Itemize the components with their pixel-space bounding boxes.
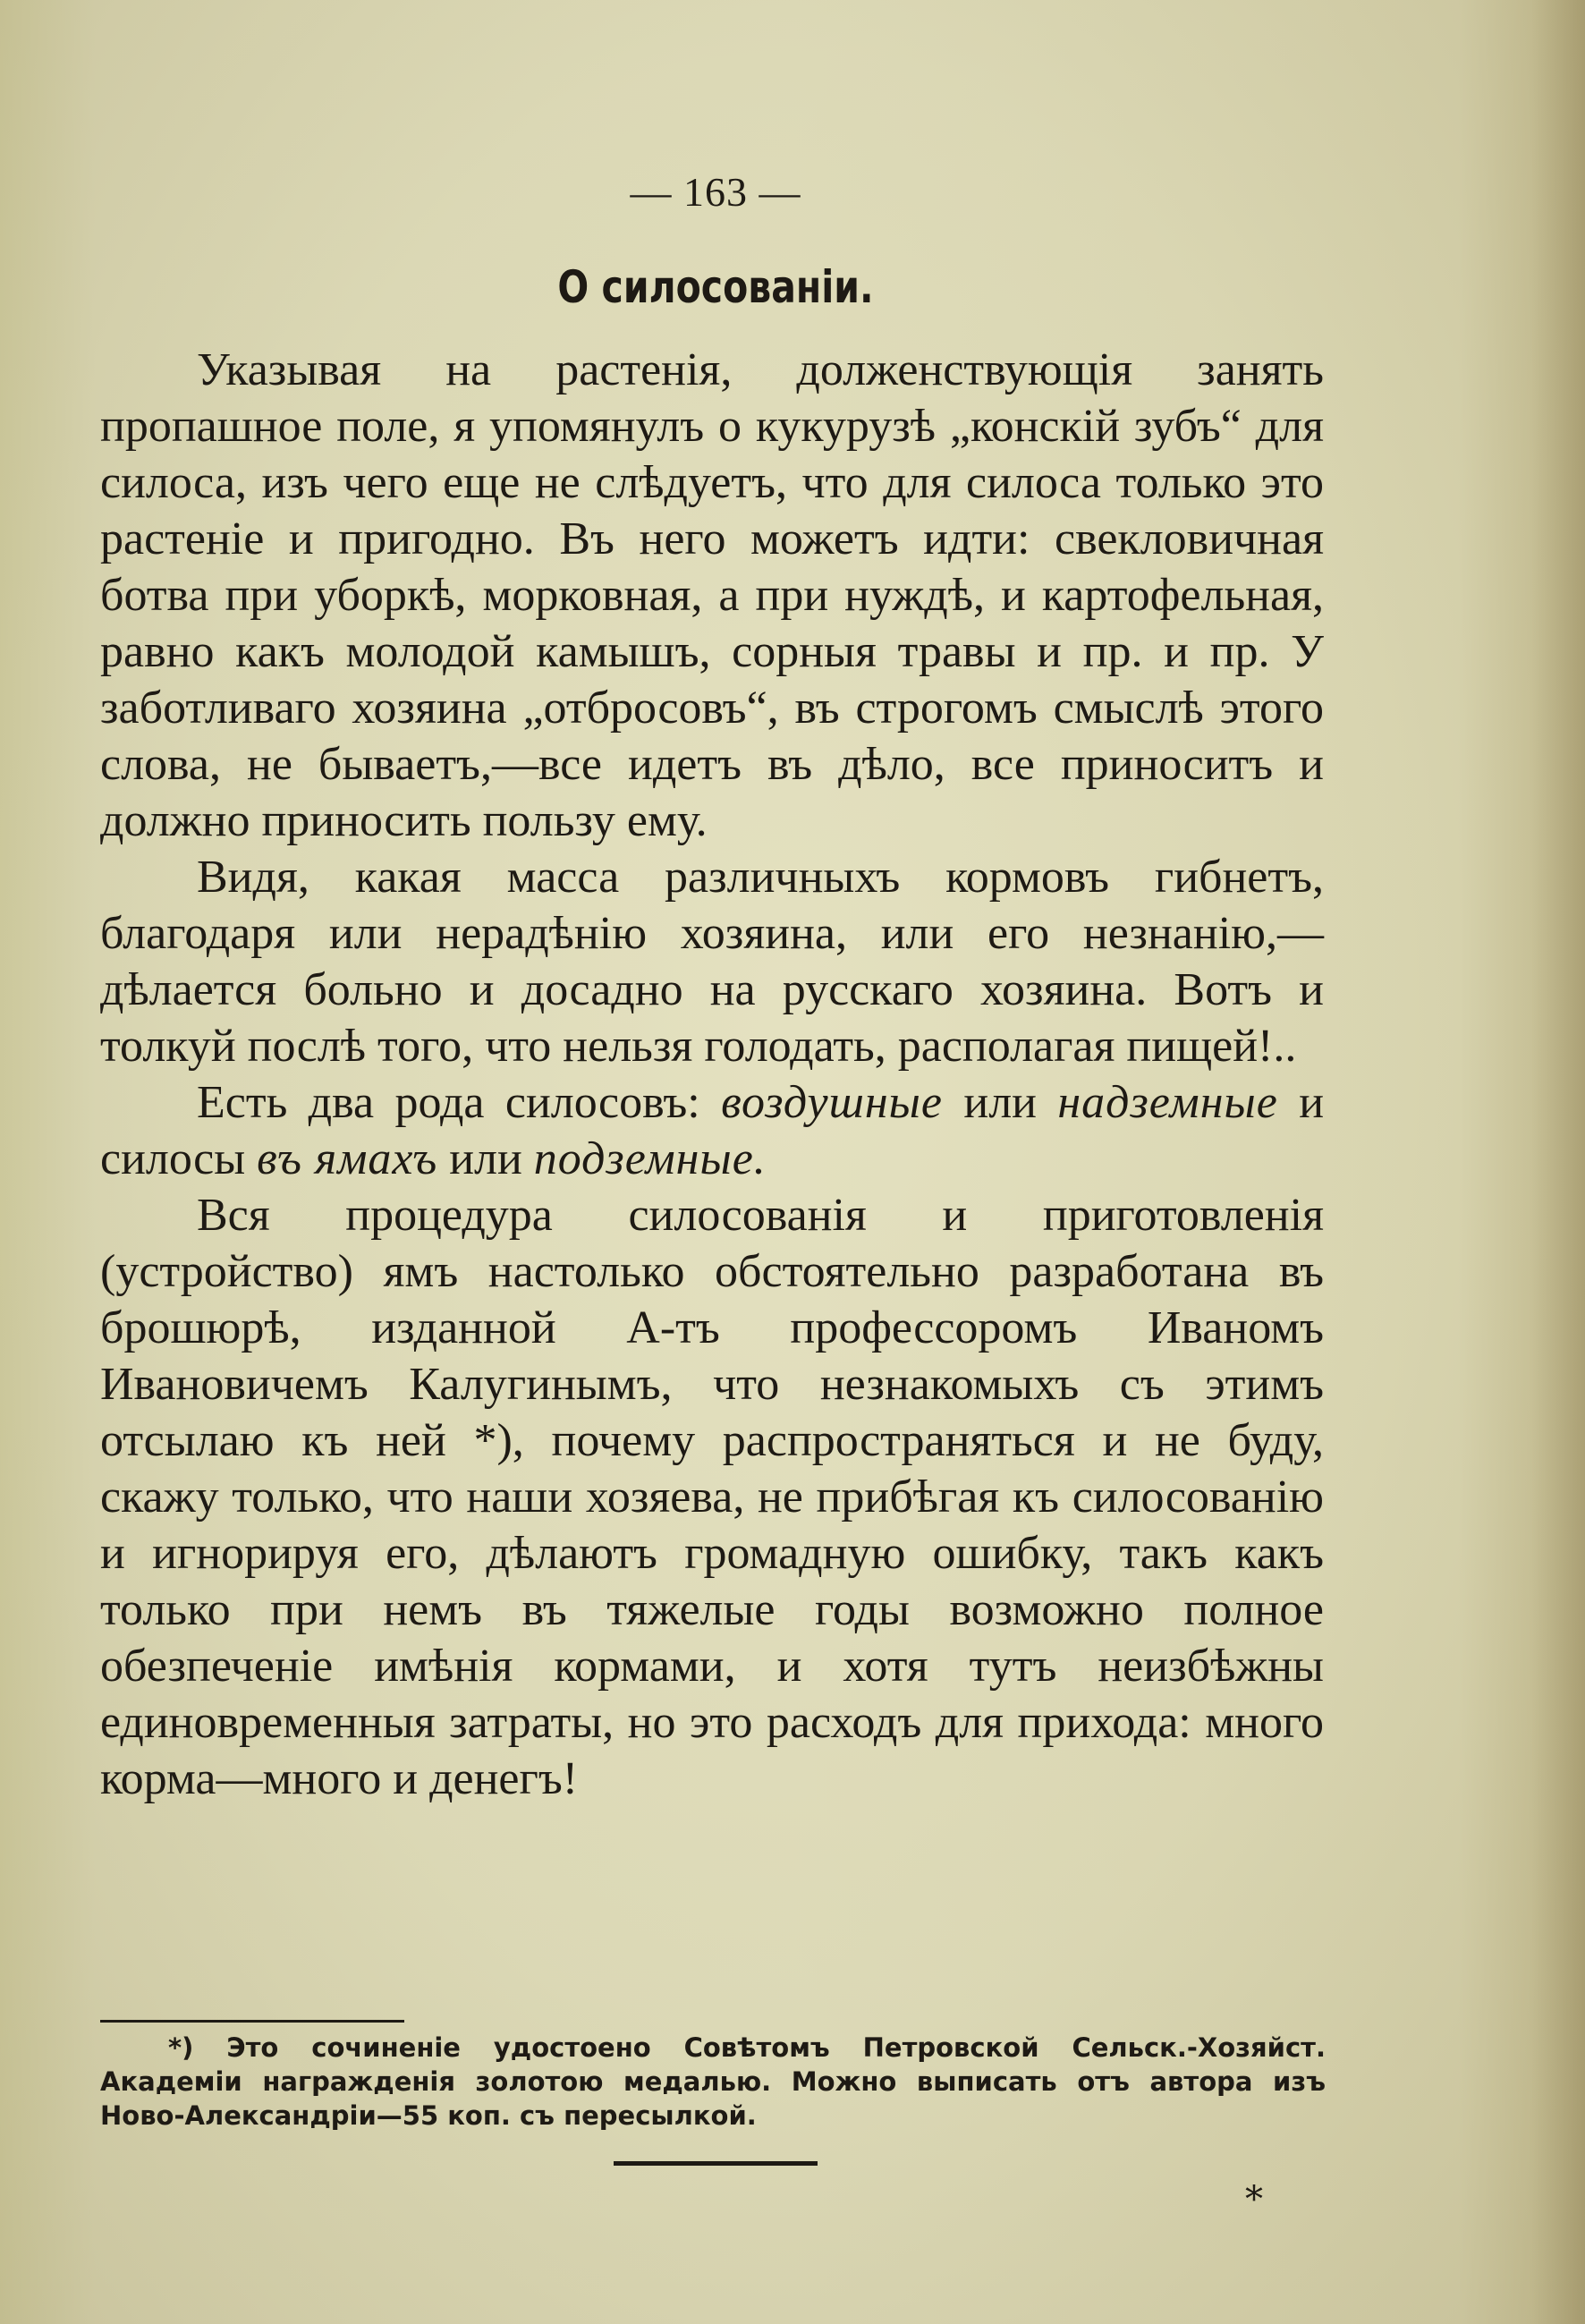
silage-type-air: воздушные (721, 1077, 943, 1128)
footnote-text: *) Это сочиненіе удостоено Совѣтомъ Петровской Сельск.-Хозяйст. Академіи награжденія золотою медалью. Можно выписать отъ автора изъ Ново-Александріи—55 коп. съ пересылкой. (100, 2032, 1326, 2131)
signature-mark: * (1245, 2179, 1263, 2220)
paragraph-silage-types (100, 1074, 1324, 1187)
footnote (100, 2031, 1326, 2133)
body-text (100, 342, 1324, 1807)
paragraph: Вся процедура силосованія и приготовленія (устройство) ямъ настолько обстоятельно разработана въ брошюрѣ, изданной А-тъ профессоромъ Иваномъ Ивановичемъ Калугинымъ, что незнакомыхъ съ этимъ отсылаю къ ней *), почему распространяться и не буду, скажу только, что наши хозяева, не прибѣгая къ силосованію и игнорируя его, дѣлаютъ громадную ошибку, такъ какъ только при немъ въ тяжелые годы возможно полное обезпеченіе имѣнія кормами, и хотя тутъ неизбѣжны единовременныя затраты, но это расходъ для прихода: много корма—много и денегъ! (100, 1190, 1324, 1804)
end-rule (614, 2161, 818, 2166)
silage-or: или (449, 1133, 522, 1184)
chapter-title: О силосованіи. (557, 261, 874, 313)
silage-type-under: подземные. (533, 1133, 767, 1184)
silage-lead: Есть два рода силосовъ: (197, 1077, 700, 1128)
page-number: — 163 — (630, 169, 801, 215)
footnote-divider (100, 2020, 404, 2023)
paragraph: Указывая на растенія, долженствующія занять пропашное поле, я упомянулъ о кукурузѣ „конскій зубъ“ для силоса, изъ чего еще не слѣдуетъ, что для силоса только это растеніе и пригодно. Въ него можетъ идти: свекловичная ботва при уборкѣ, морковная, а при нуждѣ, и картофельная, равно какъ молодой камышъ, сорныя травы и пр. и пр. У заботливаго хозяина „отбросовъ“, въ строгомъ смыслѣ этого слова, не бываетъ,—все идетъ въ дѣло, все приноситъ и должно приносить пользу ему. (100, 344, 1324, 846)
page-edge-shadow (1531, 0, 1585, 2324)
silage-and: и силосы (100, 1077, 1325, 1184)
paragraph: Видя, какая масса различныхъ кормовъ гибнетъ, благодаря или нерадѣнію хозяина, или его незнанію,—дѣлается больно и досадно на русскаго хозяина. Вотъ и толкуй послѣ того, что нельзя голодать, располагая пищей!.. (100, 852, 1324, 1072)
silage-type-pits: въ ямахъ (257, 1133, 438, 1184)
silage-type-above: надземные (1057, 1077, 1278, 1128)
silage-or: или (963, 1077, 1037, 1128)
